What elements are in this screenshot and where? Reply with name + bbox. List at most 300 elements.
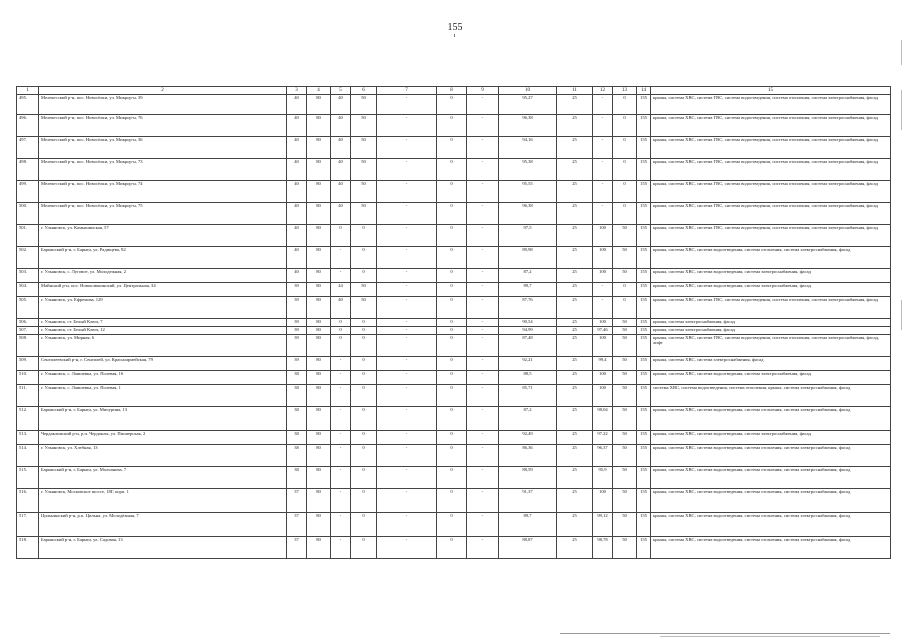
value-cell: -: [377, 467, 437, 489]
value-cell: 50: [613, 467, 637, 489]
value-cell: 100: [593, 319, 613, 327]
value-cell: 0: [613, 159, 637, 181]
value-cell: 80: [307, 137, 331, 159]
column-header: 9: [467, 87, 499, 95]
value-cell: 0: [613, 95, 637, 115]
row-number-cell: 518.: [17, 537, 39, 559]
value-cell: 80: [307, 357, 331, 371]
value-cell: 40: [331, 203, 351, 225]
value-cell: 91,37: [499, 489, 557, 513]
value-cell: 87,2: [499, 269, 557, 283]
value-cell: 90,54: [499, 319, 557, 327]
value-cell: -: [467, 115, 499, 137]
register-table-wrap: [16, 86, 890, 559]
value-cell: 25: [557, 319, 593, 327]
value-cell: 97,46: [593, 327, 613, 335]
value-cell: 0: [351, 537, 377, 559]
address-cell: Мелекесский р-н, пос. Новосёлки, ул. Микрор-н, 73: [39, 159, 287, 181]
address-cell: Барышский р-н, г. Барыш, ул. Мичурина, 13: [39, 407, 287, 431]
value-cell: 0: [613, 137, 637, 159]
value-cell: -: [593, 137, 613, 159]
value-cell: 0: [351, 319, 377, 327]
value-cell: 50: [351, 297, 377, 319]
value-cell: 39: [287, 283, 307, 297]
table-row: [17, 385, 891, 407]
value-cell: 25: [557, 159, 593, 181]
value-cell: -: [467, 269, 499, 283]
value-cell: 98,78: [593, 537, 613, 559]
value-cell: -: [377, 319, 437, 327]
value-cell: 25: [557, 247, 593, 269]
column-header: 15: [651, 87, 891, 95]
value-cell: 155: [637, 467, 651, 489]
value-cell: 25: [557, 357, 593, 371]
value-cell: 0: [437, 297, 467, 319]
value-cell: -: [467, 431, 499, 445]
value-cell: 38: [287, 467, 307, 489]
value-cell: -: [467, 445, 499, 467]
value-cell: 0: [437, 319, 467, 327]
value-cell: 155: [637, 225, 651, 247]
value-cell: 155: [637, 283, 651, 297]
value-cell: 39: [287, 327, 307, 335]
table-row: [17, 181, 891, 203]
value-cell: 0: [351, 371, 377, 385]
address-cell: Барышский р-н, г. Барыш, ул. Радищева, 82: [39, 247, 287, 269]
value-cell: 155: [637, 513, 651, 537]
value-cell: 40: [287, 137, 307, 159]
value-cell: -: [467, 297, 499, 319]
value-cell: 97,22: [593, 431, 613, 445]
value-cell: 0: [351, 445, 377, 467]
value-cell: -: [593, 181, 613, 203]
works-cell: крыша, система ХВС, система водоотведения, система электроснабжения, фасад: [651, 283, 891, 297]
table-row: [17, 537, 891, 559]
value-cell: -: [377, 247, 437, 269]
value-cell: -: [377, 407, 437, 431]
value-cell: 38: [287, 371, 307, 385]
value-cell: 25: [557, 297, 593, 319]
works-cell: крыша, система ХВС, система водоотведения, система электроснабжения, фасад: [651, 269, 891, 283]
value-cell: 0: [331, 225, 351, 247]
value-cell: 0: [437, 445, 467, 467]
value-cell: 155: [637, 407, 651, 431]
value-cell: 155: [637, 269, 651, 283]
value-cell: -: [331, 431, 351, 445]
works-cell: крыша, система ХВС, система ГВС, система водоотведения, система отопления, система электроснабжения, фасад: [651, 95, 891, 115]
value-cell: -: [331, 537, 351, 559]
header-row: [17, 87, 891, 95]
address-cell: Мелекесский р-н, пос. Новосёлки, ул. Микрор-н, 39: [39, 95, 287, 115]
value-cell: 95,27: [499, 95, 557, 115]
value-cell: -: [593, 115, 613, 137]
row-number-cell: 510.: [17, 371, 39, 385]
value-cell: 100: [593, 247, 613, 269]
value-cell: 40: [331, 159, 351, 181]
value-cell: 89,98: [499, 247, 557, 269]
column-header: 1: [17, 87, 39, 95]
value-cell: 155: [637, 159, 651, 181]
value-cell: 87,48: [499, 335, 557, 357]
value-cell: 25: [557, 513, 593, 537]
value-cell: 50: [351, 203, 377, 225]
value-cell: -: [467, 95, 499, 115]
table-row: [17, 283, 891, 297]
row-number-cell: 514.: [17, 445, 39, 467]
table-row: [17, 445, 891, 467]
column-header: 3: [287, 87, 307, 95]
address-cell: г. Ульяновск, ул. Камышинская, 57: [39, 225, 287, 247]
value-cell: 99,12: [593, 513, 613, 537]
works-cell: крыша, система электроснабжения, фасад: [651, 319, 891, 327]
value-cell: 155: [637, 181, 651, 203]
value-cell: 39: [287, 319, 307, 327]
value-cell: 80: [307, 181, 331, 203]
row-number-cell: 512.: [17, 407, 39, 431]
works-cell: крыша, система электроснабжения, фасад: [651, 327, 891, 335]
value-cell: -: [377, 159, 437, 181]
value-cell: 39: [287, 335, 307, 357]
value-cell: 40: [287, 269, 307, 283]
works-cell: крыша, система ХВС, система ГВС, система водоотведения, система отопления, система электроснабжения, фасад: [651, 297, 891, 319]
value-cell: 80: [307, 297, 331, 319]
table-row: [17, 513, 891, 537]
value-cell: -: [377, 95, 437, 115]
works-cell: крыша, система ХВС, система водоотведения, система отопления, система электроснабжения, фасад: [651, 489, 891, 513]
value-cell: 80: [307, 247, 331, 269]
value-cell: 40: [287, 225, 307, 247]
value-cell: 155: [637, 247, 651, 269]
value-cell: 155: [637, 95, 651, 115]
value-cell: 0: [437, 115, 467, 137]
value-cell: 80: [307, 203, 331, 225]
value-cell: 50: [613, 247, 637, 269]
value-cell: 50: [613, 357, 637, 371]
value-cell: 86,36: [499, 445, 557, 467]
value-cell: 97,5: [499, 225, 557, 247]
value-cell: 0: [437, 203, 467, 225]
value-cell: 25: [557, 181, 593, 203]
value-cell: 88,5: [499, 371, 557, 385]
value-cell: -: [331, 371, 351, 385]
value-cell: 25: [557, 385, 593, 407]
row-number-cell: 497.: [17, 137, 39, 159]
value-cell: 80: [307, 319, 331, 327]
value-cell: 0: [331, 319, 351, 327]
value-cell: 40: [287, 159, 307, 181]
row-number-cell: 500.: [17, 203, 39, 225]
value-cell: 40: [287, 203, 307, 225]
value-cell: 50: [613, 371, 637, 385]
row-number-cell: 501.: [17, 225, 39, 247]
value-cell: 50: [613, 385, 637, 407]
value-cell: -: [377, 357, 437, 371]
value-cell: 0: [351, 489, 377, 513]
address-cell: Мелекесский р-н, пос. Новосёлки, ул. Микрор-н, 74: [39, 181, 287, 203]
value-cell: 96,38: [499, 115, 557, 137]
value-cell: 25: [557, 431, 593, 445]
value-cell: 0: [351, 407, 377, 431]
value-cell: -: [467, 181, 499, 203]
row-number-cell: 502.: [17, 247, 39, 269]
value-cell: -: [331, 445, 351, 467]
value-cell: 80: [307, 431, 331, 445]
value-cell: -: [331, 513, 351, 537]
value-cell: 0: [613, 115, 637, 137]
column-header: 4: [307, 87, 331, 95]
value-cell: 155: [637, 445, 651, 467]
address-cell: Мелекесский р-н, пос. Новосёлки, ул. Микрор-н, 76: [39, 115, 287, 137]
value-cell: 92,21: [499, 357, 557, 371]
table-row: [17, 371, 891, 385]
value-cell: -: [593, 203, 613, 225]
value-cell: 80: [307, 513, 331, 537]
value-cell: -: [593, 95, 613, 115]
value-cell: 155: [637, 115, 651, 137]
value-cell: 99,4: [593, 357, 613, 371]
works-cell: крыша, система ХВС, система водоотведения, система отопления, система электроснабжения, фасад: [651, 513, 891, 537]
column-header: 2: [39, 87, 287, 95]
value-cell: 25: [557, 115, 593, 137]
row-number-cell: 505.: [17, 297, 39, 319]
address-cell: г. Ульяновск, ул. Хлебная, 13: [39, 445, 287, 467]
works-cell: крыша, система ХВС, система ГВС, система водоотведения, система отопления, система электроснабжения, фасад, лифт: [651, 335, 891, 357]
row-number-cell: 506.: [17, 319, 39, 327]
value-cell: 50: [613, 327, 637, 335]
value-cell: 37: [287, 489, 307, 513]
margin-mark: [901, 300, 902, 330]
value-cell: 40: [331, 115, 351, 137]
value-cell: -: [467, 225, 499, 247]
value-cell: -: [467, 203, 499, 225]
value-cell: -: [377, 327, 437, 335]
value-cell: 155: [637, 319, 651, 327]
value-cell: 96,38: [499, 203, 557, 225]
row-number-cell: 499.: [17, 181, 39, 203]
value-cell: 50: [613, 225, 637, 247]
value-cell: -: [331, 269, 351, 283]
works-cell: крыша, система ХВС, система ГВС, система водоотведения, система отопления, система электроснабжения, фасад: [651, 137, 891, 159]
works-cell: крыша, система ХВС, система ГВС, система водоотведения, система отопления, система электроснабжения, фасад: [651, 181, 891, 203]
value-cell: 0: [437, 537, 467, 559]
value-cell: 50: [613, 537, 637, 559]
column-header: 13: [613, 87, 637, 95]
value-cell: 0: [437, 269, 467, 283]
value-cell: 40: [331, 95, 351, 115]
value-cell: 25: [557, 407, 593, 431]
value-cell: 94,16: [499, 137, 557, 159]
value-cell: -: [467, 335, 499, 357]
table-row: [17, 467, 891, 489]
value-cell: 25: [557, 283, 593, 297]
value-cell: -: [377, 335, 437, 357]
value-cell: -: [377, 537, 437, 559]
value-cell: 40: [331, 181, 351, 203]
value-cell: -: [467, 467, 499, 489]
value-cell: 50: [613, 445, 637, 467]
value-cell: 0: [351, 513, 377, 537]
address-cell: Майнский р-н, пос. Новоклюкинский, ул. Центральная, 34: [39, 283, 287, 297]
value-cell: -: [377, 269, 437, 283]
value-cell: 155: [637, 537, 651, 559]
works-cell: крыша, система ХВС, система водоотведения, система отопления, система электроснабжения, фасад: [651, 445, 891, 467]
value-cell: 25: [557, 537, 593, 559]
value-cell: 0: [437, 283, 467, 297]
value-cell: 37: [287, 513, 307, 537]
value-cell: 0: [351, 247, 377, 269]
address-cell: г. Ульяновск, с. Лаишевка, ул. Полевая, 16: [39, 371, 287, 385]
value-cell: 80: [307, 407, 331, 431]
value-cell: -: [377, 115, 437, 137]
value-cell: 0: [351, 269, 377, 283]
value-cell: -: [331, 467, 351, 489]
value-cell: 0: [351, 327, 377, 335]
table-row: [17, 159, 891, 181]
value-cell: 38: [287, 385, 307, 407]
value-cell: 39: [287, 297, 307, 319]
value-cell: 80: [307, 467, 331, 489]
value-cell: 0: [613, 297, 637, 319]
row-number-cell: 495.: [17, 95, 39, 115]
scan-edge: [660, 636, 880, 637]
row-number-cell: 507.: [17, 327, 39, 335]
value-cell: 50: [613, 335, 637, 357]
value-cell: 50: [613, 319, 637, 327]
value-cell: 50: [351, 137, 377, 159]
address-cell: г. Ульяновск, ул. Ефремова, 129: [39, 297, 287, 319]
value-cell: -: [467, 513, 499, 537]
value-cell: -: [467, 319, 499, 327]
value-cell: 95,38: [499, 159, 557, 181]
value-cell: 25: [557, 203, 593, 225]
value-cell: 50: [351, 283, 377, 297]
value-cell: 80: [307, 225, 331, 247]
value-cell: -: [377, 181, 437, 203]
row-number-cell: 503.: [17, 269, 39, 283]
value-cell: -: [467, 385, 499, 407]
works-cell: крыша, система ХВС, система водоотведения, система отопления, система электроснабжения, фасад: [651, 537, 891, 559]
value-cell: 100: [593, 225, 613, 247]
value-cell: -: [593, 283, 613, 297]
value-cell: 100: [593, 335, 613, 357]
value-cell: 38: [287, 445, 307, 467]
value-cell: 80: [307, 371, 331, 385]
value-cell: 80: [307, 335, 331, 357]
value-cell: 100: [593, 269, 613, 283]
value-cell: 155: [637, 335, 651, 357]
works-cell: крыша, система ХВС, система ГВС, система водоотведения, система отопления, система электроснабжения, фасад: [651, 115, 891, 137]
value-cell: -: [377, 283, 437, 297]
value-cell: -: [467, 489, 499, 513]
address-cell: г. Ульяновск, ст. Белый Ключ, 7: [39, 319, 287, 327]
table-row: [17, 489, 891, 513]
value-cell: 25: [557, 225, 593, 247]
table-row: [17, 357, 891, 371]
value-cell: 80: [307, 269, 331, 283]
value-cell: 80: [307, 327, 331, 335]
value-cell: 0: [351, 357, 377, 371]
value-cell: 25: [557, 137, 593, 159]
value-cell: 95,9: [593, 467, 613, 489]
value-cell: -: [467, 137, 499, 159]
value-cell: 50: [351, 159, 377, 181]
value-cell: 40: [287, 181, 307, 203]
address-cell: Мелекесский р-н, пос. Новосёлки, ул. Микрор-н, 75: [39, 203, 287, 225]
value-cell: 50: [613, 513, 637, 537]
value-cell: 25: [557, 371, 593, 385]
row-number-cell: 516.: [17, 489, 39, 513]
value-cell: 0: [351, 467, 377, 489]
value-cell: 40: [331, 137, 351, 159]
margin-mark: [901, 90, 902, 130]
table-row: [17, 431, 891, 445]
value-cell: -: [467, 357, 499, 371]
value-cell: 0: [351, 225, 377, 247]
value-cell: -: [377, 445, 437, 467]
address-cell: Барышский р-н, г. Барыш, ул. Молчанова, 7: [39, 467, 287, 489]
value-cell: 44: [331, 283, 351, 297]
address-cell: г. Ульяновск, Московское шоссе, 18Г, корп. 1: [39, 489, 287, 513]
column-header: 7: [377, 87, 437, 95]
value-cell: 0: [437, 95, 467, 115]
value-cell: 0: [437, 431, 467, 445]
scan-mark: [454, 34, 455, 37]
scan-edge: [560, 633, 890, 634]
value-cell: 98,04: [593, 407, 613, 431]
row-number-cell: 509.: [17, 357, 39, 371]
value-cell: 155: [637, 385, 651, 407]
value-cell: 40: [287, 115, 307, 137]
value-cell: 155: [637, 327, 651, 335]
value-cell: 50: [613, 489, 637, 513]
value-cell: -: [377, 431, 437, 445]
works-cell: крыша, система ХВС, система электроснабжения, фасад: [651, 357, 891, 371]
value-cell: 50: [613, 431, 637, 445]
table-row: [17, 203, 891, 225]
value-cell: 25: [557, 489, 593, 513]
value-cell: 39: [287, 357, 307, 371]
value-cell: 80: [307, 489, 331, 513]
page-number: 155: [447, 22, 463, 33]
margin-mark: [901, 40, 902, 65]
address-cell: г. Ульяновск, ул. Мирная, 6: [39, 335, 287, 357]
value-cell: 80: [307, 283, 331, 297]
address-cell: г. Ульяновск, ст. Белый Ключ, 12: [39, 327, 287, 335]
value-cell: -: [331, 247, 351, 269]
works-cell: система ХВС, система водоотведения, система отопления, крыша, система электроснабжения, фасад: [651, 385, 891, 407]
value-cell: 155: [637, 203, 651, 225]
value-cell: -: [377, 489, 437, 513]
value-cell: 88,59: [499, 467, 557, 489]
value-cell: 0: [437, 247, 467, 269]
value-cell: 25: [557, 335, 593, 357]
table-row: [17, 225, 891, 247]
row-number-cell: 504.: [17, 283, 39, 297]
works-cell: крыша, система ХВС, система водоотведения, система отопления, система электроснабжения, фасад: [651, 407, 891, 431]
register-table: [16, 86, 891, 559]
column-header: 12: [593, 87, 613, 95]
value-cell: 87,76: [499, 297, 557, 319]
address-cell: Сенгилеевский р-н, г. Сенгилей, ул. Красноармейская, 79: [39, 357, 287, 371]
value-cell: 80: [307, 115, 331, 137]
works-cell: крыша, система ХВС, система водоотведения, система отопления, система электроснабжения, фасад: [651, 467, 891, 489]
column-header: 14: [637, 87, 651, 95]
table-row: [17, 115, 891, 137]
value-cell: 0: [331, 327, 351, 335]
value-cell: -: [467, 327, 499, 335]
value-cell: 40: [331, 297, 351, 319]
row-number-cell: 496.: [17, 115, 39, 137]
